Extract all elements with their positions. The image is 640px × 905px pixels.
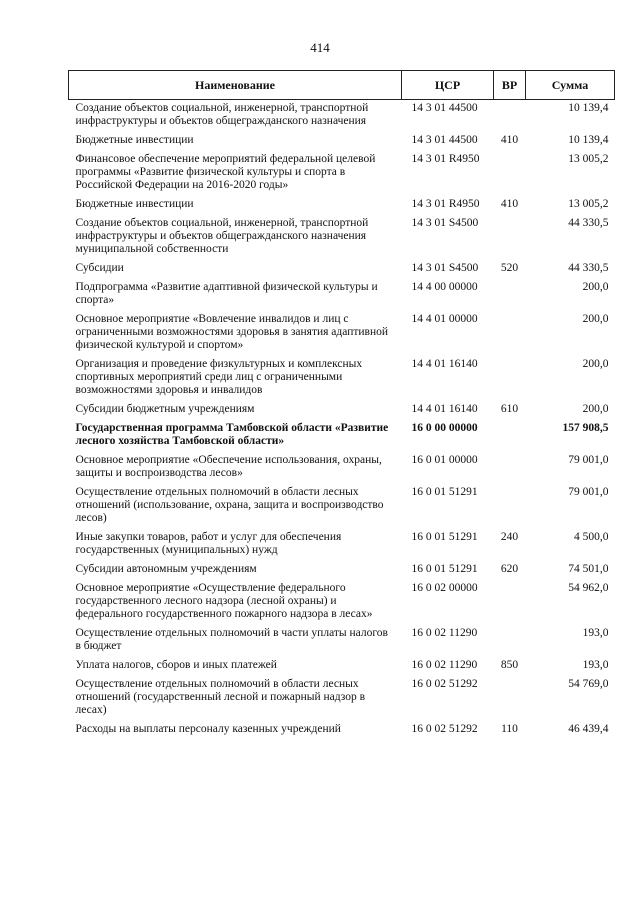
table-row xyxy=(69,311,615,356)
cell-csr: 14 4 01 16140 xyxy=(411,403,478,415)
cell-name: Создание объектов социальной, инженерной, транспортной инфраструктуры и объектов общегражданского назначения муниципальной собственности xyxy=(75,217,369,255)
cell-csr: 14 4 01 16140 xyxy=(411,358,478,370)
cell-sum: 200,0 xyxy=(582,281,609,293)
cell-vr xyxy=(494,420,526,452)
cell-name: Создание объектов социальной, инженерной, транспортной инфраструктуры и объектов общегражданского назначения xyxy=(75,102,369,127)
cell-csr: 14 3 01 R4950 xyxy=(411,198,480,210)
table-header-row xyxy=(69,71,615,100)
cell-vr xyxy=(494,625,526,657)
table-row xyxy=(69,529,615,561)
cell-name: Бюджетные инвестиции xyxy=(75,198,194,210)
cell-sum: 54 769,0 xyxy=(568,678,609,690)
cell-sum: 193,0 xyxy=(582,659,609,671)
table-row xyxy=(69,484,615,529)
table-row xyxy=(69,356,615,401)
cell-sum: 13 005,2 xyxy=(568,153,609,165)
cell-vr xyxy=(494,676,526,721)
cell-sum: 200,0 xyxy=(582,403,609,415)
cell-csr: 16 0 02 11290 xyxy=(411,627,478,639)
cell-sum: 4 500,0 xyxy=(574,531,609,543)
table-row xyxy=(69,561,615,580)
header-name: Наименование xyxy=(69,71,402,100)
cell-sum: 13 005,2 xyxy=(568,198,609,210)
table-row xyxy=(69,100,615,133)
cell-csr: 16 0 02 11290 xyxy=(411,659,478,671)
cell-csr: 16 0 02 51292 xyxy=(411,723,478,735)
cell-vr xyxy=(494,580,526,625)
cell-sum: 44 330,5 xyxy=(568,262,609,274)
cell-vr: 240 xyxy=(500,531,519,543)
cell-sum: 44 330,5 xyxy=(568,217,609,229)
table-row xyxy=(69,657,615,676)
cell-vr: 110 xyxy=(501,723,518,735)
table-row xyxy=(69,132,615,151)
cell-vr xyxy=(494,311,526,356)
cell-vr xyxy=(494,100,526,133)
table-row xyxy=(69,625,615,657)
page-number: 414 xyxy=(310,40,330,55)
cell-name: Основное мероприятие «Осуществление федерального государственного лесного надзора (лесной охраны) и федерального государственного пожарного надзора в лесах» xyxy=(75,582,373,620)
cell-csr: 14 3 01 R4950 xyxy=(411,153,480,165)
cell-name: Субсидии автономным учреждениям xyxy=(75,563,257,575)
table-row xyxy=(69,580,615,625)
cell-sum: 10 139,4 xyxy=(568,102,609,114)
cell-csr: 14 3 01 S4500 xyxy=(411,262,479,274)
cell-csr: 14 4 01 00000 xyxy=(411,313,478,325)
cell-csr: 16 0 02 51292 xyxy=(411,678,478,690)
cell-csr: 16 0 01 00000 xyxy=(411,454,478,466)
cell-name: Бюджетные инвестиции xyxy=(75,134,194,146)
cell-name: Иные закупки товаров, работ и услуг для обеспечения государственных (муниципальных) нужд xyxy=(75,531,342,556)
cell-vr: 610 xyxy=(500,403,519,415)
cell-name: Уплата налогов, сборов и иных платежей xyxy=(75,659,277,671)
cell-name: Финансовое обеспечение мероприятий федеральной целевой программы «Развитие физической культуры и спорта в Российской Федерации на 2016-2020 годы» xyxy=(75,153,376,191)
cell-csr: 16 0 01 51291 xyxy=(411,563,478,575)
cell-vr xyxy=(494,484,526,529)
table-row xyxy=(69,260,615,279)
table-row xyxy=(69,151,615,196)
cell-name: Основное мероприятие «Обеспечение использования, охраны, защиты и воспроизводства лесов» xyxy=(75,454,382,479)
cell-name: Осуществление отдельных полномочий в области лесных отношений (государственный лесной и пожарный надзор в лесах) xyxy=(75,678,366,716)
cell-sum: 79 001,0 xyxy=(568,454,609,466)
cell-sum: 200,0 xyxy=(582,313,609,325)
header-vr: ВР xyxy=(494,71,526,100)
cell-sum: 157 908,5 xyxy=(562,422,609,434)
cell-name: Субсидии xyxy=(75,262,124,274)
cell-vr: 850 xyxy=(500,659,519,671)
cell-vr xyxy=(494,215,526,260)
cell-sum: 54 962,0 xyxy=(568,582,609,594)
cell-csr: 14 3 01 44500 xyxy=(411,134,478,146)
cell-name: Осуществление отдельных полномочий в части уплаты налогов в бюджет xyxy=(75,627,388,652)
cell-name: Осуществление отдельных полномочий в области лесных отношений (использование, охрана, защита и воспроизводство лесов) xyxy=(75,486,384,524)
cell-csr: 14 4 00 00000 xyxy=(411,281,478,293)
cell-vr: 410 xyxy=(500,134,519,146)
table-row xyxy=(69,721,615,740)
table-row xyxy=(69,401,615,420)
table-row xyxy=(69,279,615,311)
budget-table xyxy=(68,70,615,740)
cell-sum: 193,0 xyxy=(582,627,609,639)
header-sum: Сумма xyxy=(526,71,615,100)
cell-name: Основное мероприятие «Вовлечение инвалидов и лиц с ограниченными возможностями здоровья в занятия адаптивной физической культурой и спортом» xyxy=(75,313,389,351)
cell-vr xyxy=(494,151,526,196)
cell-csr: 16 0 01 51291 xyxy=(411,486,478,498)
table-row xyxy=(69,196,615,215)
table-row xyxy=(69,420,615,452)
cell-sum: 79 001,0 xyxy=(568,486,609,498)
cell-csr: 14 3 01 44500 xyxy=(411,102,478,114)
cell-csr: 16 0 01 51291 xyxy=(411,531,478,543)
header-csr: ЦСР xyxy=(402,71,494,100)
cell-csr: 16 0 00 00000 xyxy=(411,422,478,434)
cell-sum: 46 439,4 xyxy=(568,723,609,735)
cell-name: Подпрограмма «Развитие адаптивной физической культуры и спорта» xyxy=(75,281,378,306)
cell-vr: 410 xyxy=(500,198,519,210)
cell-vr xyxy=(494,452,526,484)
cell-vr: 620 xyxy=(500,563,519,575)
cell-vr xyxy=(494,279,526,311)
cell-sum: 10 139,4 xyxy=(568,134,609,146)
cell-name: Расходы на выплаты персоналу казенных учреждений xyxy=(75,723,341,735)
table-body xyxy=(69,100,615,741)
cell-sum: 74 501,0 xyxy=(568,563,609,575)
cell-vr: 520 xyxy=(500,262,519,274)
cell-csr: 16 0 02 00000 xyxy=(411,582,478,594)
cell-csr: 14 3 01 S4500 xyxy=(411,217,479,229)
table-row xyxy=(69,452,615,484)
table-row xyxy=(69,215,615,260)
cell-name: Организация и проведение физкультурных и комплексных спортивных мероприятий среди лиц с ограниченными возможностями здоровья и инвалидов xyxy=(75,358,363,396)
table-row xyxy=(69,676,615,721)
cell-name: Государственная программа Тамбовской области «Развитие лесного хозяйства Тамбовской области» xyxy=(75,422,389,447)
cell-name: Субсидии бюджетным учреждениям xyxy=(75,403,255,415)
cell-vr xyxy=(494,356,526,401)
cell-sum: 200,0 xyxy=(582,358,609,370)
